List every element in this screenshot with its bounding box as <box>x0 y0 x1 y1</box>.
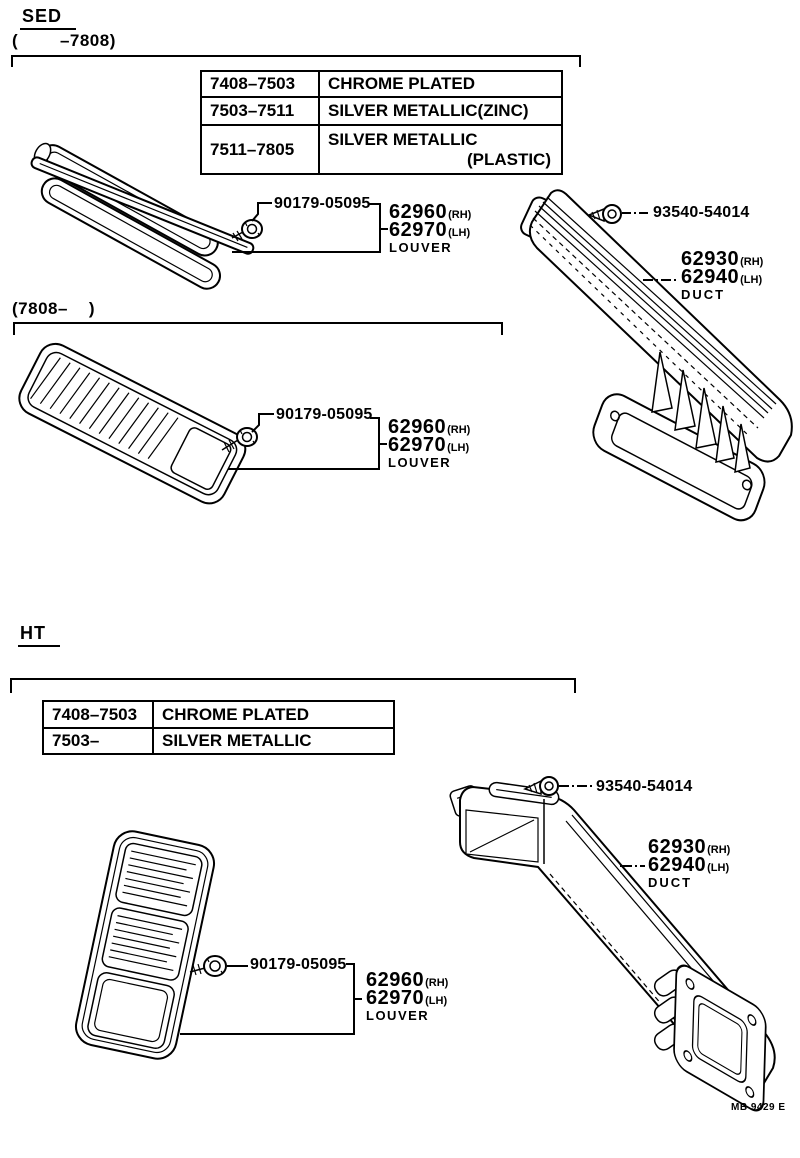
duct-part-name: DUCT <box>648 875 693 890</box>
finish-cell: CHROME PLATED <box>162 704 310 724</box>
sed-duct-screw-part-number: 93540-54014 <box>653 204 750 221</box>
rh-tag: (RH) <box>447 424 471 436</box>
duct-rh-number: 62930 <box>681 248 740 270</box>
rh-tag: (RH) <box>448 209 472 221</box>
louver-lh-number: 62970 <box>366 987 425 1009</box>
ht-duct-callout <box>648 838 730 890</box>
lh-tag: (LH) <box>425 995 448 1007</box>
duct-part-name: DUCT <box>681 287 726 302</box>
page-code: MB 9429 E <box>731 1102 786 1113</box>
sed-section-title: SED <box>20 6 76 30</box>
range-cell: 7408–7503 <box>202 72 320 96</box>
louver-lh-number: 62970 <box>388 434 447 456</box>
duct-lh-number: 62940 <box>648 854 707 876</box>
sed-late-span-bracket <box>14 323 502 335</box>
louver-part-name: LOUVER <box>366 1008 430 1023</box>
ht-louver-drawing <box>72 828 217 1062</box>
ht-louver-callout-lines <box>180 964 362 1034</box>
range-cell: 7408–7503 <box>44 702 154 727</box>
sed-late-range-label: (7808– ) <box>12 299 95 318</box>
louver-part-name: LOUVER <box>388 455 452 470</box>
range-cell: 7503– <box>44 729 154 753</box>
lh-tag: (LH) <box>707 862 730 874</box>
finish-cell: CHROME PLATED <box>328 74 476 93</box>
rh-tag: (RH) <box>740 256 764 268</box>
louver-rh-number: 62960 <box>366 969 425 991</box>
louver-rh-number: 62960 <box>388 416 447 438</box>
lh-tag: (LH) <box>448 227 471 239</box>
sed-early-nut-drawing <box>232 220 262 241</box>
sed-late-nut-part-number: 90179-05095 <box>276 406 373 423</box>
table-row <box>44 727 393 753</box>
lh-tag: (LH) <box>740 274 763 286</box>
finish-cell: SILVER METALLIC(ZINC) <box>328 101 529 120</box>
table-row <box>202 124 561 173</box>
louver-rh-number: 62960 <box>389 201 448 223</box>
range-cell: 7511–7805 <box>202 126 320 173</box>
louver-lh-number: 62970 <box>389 219 448 241</box>
finish-note: (PLASTIC) <box>466 149 551 169</box>
sed-duct-drawing <box>518 190 791 526</box>
ht-duct-screw-part-number: 93540-54014 <box>596 778 693 795</box>
table-row <box>202 72 561 96</box>
sed-early-louver-callout <box>389 203 471 255</box>
sed-color-table <box>200 70 563 175</box>
ht-color-table <box>42 700 395 755</box>
table-row <box>202 96 561 124</box>
lh-tag: (LH) <box>447 442 470 454</box>
table-row <box>44 702 393 727</box>
ht-section-title: HT <box>18 623 60 647</box>
finish-text: SILVER METALLIC <box>328 129 478 149</box>
finish-cell <box>320 126 561 173</box>
ht-nut-drawing <box>190 956 226 976</box>
duct-rh-number: 62930 <box>648 836 707 858</box>
sed-early-nut-part-number: 90179-05095 <box>274 195 371 212</box>
rh-tag: (RH) <box>707 844 731 856</box>
sed-duct-callout <box>681 250 763 302</box>
range-cell: 7503–7511 <box>202 98 320 124</box>
louver-part-name: LOUVER <box>389 240 453 255</box>
sed-late-louver-drawing <box>13 338 251 509</box>
duct-lh-number: 62940 <box>681 266 740 288</box>
ht-louver-callout <box>366 971 448 1023</box>
sed-late-louver-callout <box>388 418 470 470</box>
sed-early-span-bracket <box>12 56 580 67</box>
ht-span-bracket <box>11 679 575 693</box>
finish-cell: SILVER METALLIC <box>162 731 312 750</box>
ht-nut-part-number: 90179-05095 <box>250 956 347 973</box>
sed-early-range-label: ( –7808) <box>12 31 116 50</box>
rh-tag: (RH) <box>425 977 449 989</box>
ht-duct-drawing <box>449 782 775 1116</box>
